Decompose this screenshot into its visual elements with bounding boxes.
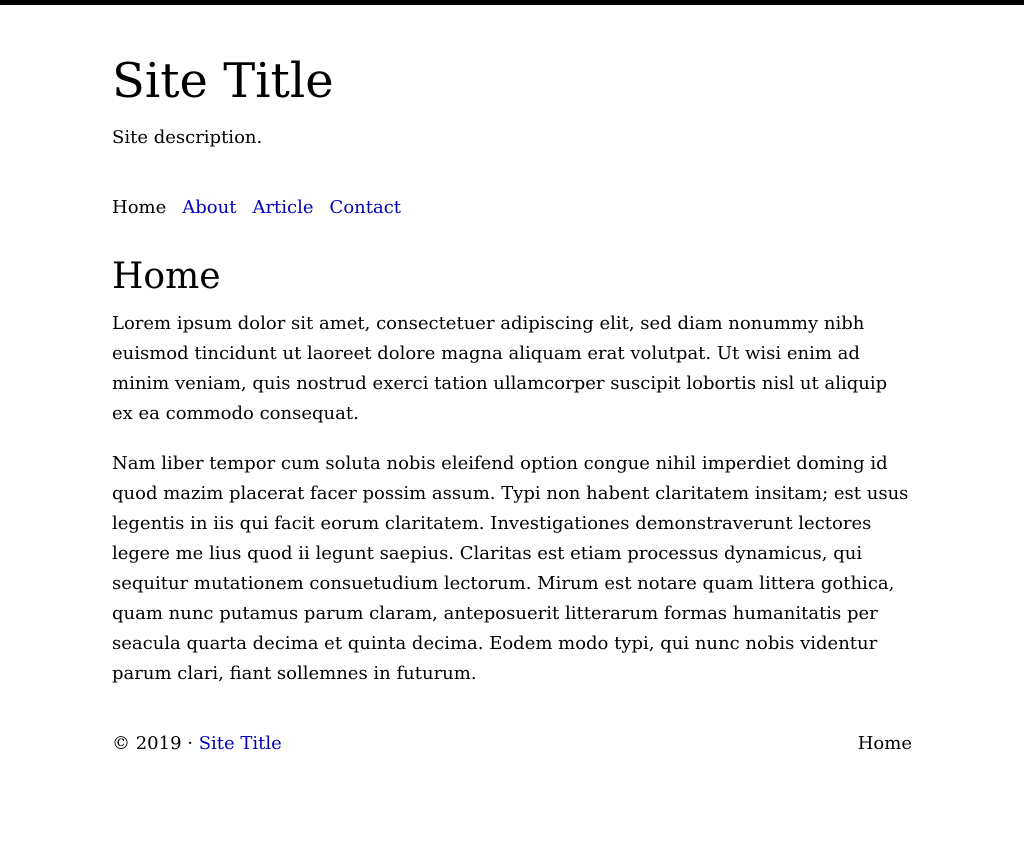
copyright [112,729,282,759]
main-nav [112,193,912,223]
nav-item-contact[interactable]: Contact [329,197,402,218]
page [112,5,912,759]
site-title: Site Title [112,53,334,109]
nav-item-about[interactable]: About [182,197,237,218]
site-footer [112,729,912,759]
footer-site-link[interactable]: Site Title [198,733,282,754]
page-heading: Home [112,256,221,297]
main-content [112,255,912,689]
footer-home: Home [857,733,912,754]
site-description: Site description. [112,127,263,148]
paragraph: Lorem ipsum dolor sit amet, consectetuer adipiscing elit, sed diam nonummy nibh euismod tincidunt ut laoreet dolore magna aliquam erat volutpat. Ut wisi enim ad minim veniam, quis nostrud exerci tation ullamcorper suscipit lobortis nisl ut aliquip ex ea commodo consequat. [112,313,888,424]
nav-item-article[interactable]: Article [252,197,314,218]
nav-item-home: Home [112,197,167,218]
site-header [112,5,912,153]
paragraph: Nam liber tempor cum soluta nobis eleifend option congue nihil imperdiet doming id quod mazim placerat facer possim assum. Typi non habent claritatem insitam; est usus legentis in iis qui facit eorum claritatem. Investigationes demonstraverunt lectores legere me lius quod ii legunt saepius. Claritas est etiam processus dynamicus, qui sequitur mutationem consuetudium lectorum. Mirum est notare quam littera gothica, quam nunc putamus parum claram, anteposuerit litterarum formas humanitatis per seacula quarta decima et quinta decima. Eodem modo typi, qui nunc nobis videntur parum clari, fiant sollemnes in futurum. [112,453,909,684]
copyright-text: © 2019 · [112,733,199,754]
